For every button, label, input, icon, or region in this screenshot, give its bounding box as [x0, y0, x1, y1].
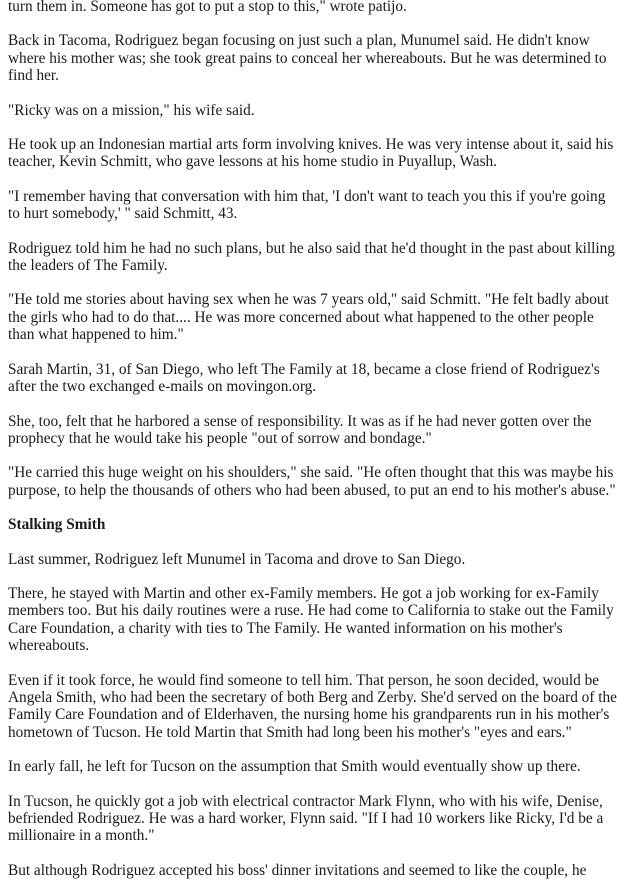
- text-line: where his mother was; she took great pains to conceal her whereabouts. But he was determined to: [8, 49, 607, 67]
- text-line: hometown of Tucson. He told Martin that Smith had long been his mother's "eyes and ears.": [8, 723, 572, 741]
- body-text-after-heading: [8, 550, 617, 879]
- text-line: "He told me stories about having sex when he was 7 years old," said Schmitt. "He felt badly about: [8, 291, 609, 309]
- section-paragraph: [8, 758, 596, 775]
- body-paragraph: [8, 239, 615, 275]
- body-paragraph: [8, 413, 596, 448]
- body-paragraph: [8, 360, 600, 396]
- text-line: purpose, to help the thousands of others who had been abused, to put an end to his mother's abuse.": [8, 481, 616, 499]
- text-line: "Ricky was on a mission," his wife said.: [8, 101, 255, 119]
- text-line: the leaders of The Family.: [8, 257, 168, 275]
- section-heading: Stalking Smith: [8, 516, 106, 534]
- text-line: prophecy that he would take his people "out of sorrow and bondage.": [8, 429, 432, 447]
- text-line: whereabouts.: [8, 637, 90, 655]
- text-line: She, too, felt that he harbored a sense of responsibility. It was as if he had never gotten over the: [8, 412, 592, 430]
- text-line: Last summer, Rodriguez left Munumel in Tacoma and drove to San Diego.: [8, 550, 466, 568]
- body-paragraph: [8, 32, 607, 85]
- section-paragraph: [8, 671, 617, 742]
- section-paragraph: [8, 862, 596, 879]
- document-page: [8, 0, 617, 879]
- text-line: Rodriguez told him he had no such plans, but he also said that he'd thought in the past about killing: [8, 239, 615, 257]
- body-paragraph: [8, 102, 596, 119]
- section-paragraph: [8, 551, 596, 568]
- body-paragraph: [8, 187, 606, 223]
- text-line: Back in Tacoma, Rodriguez began focusing on just such a plan, Munumel said. He didn't know: [8, 32, 590, 50]
- text-line: He took up an Indonesian martial arts form involving knives. He was very intense about it, said his: [8, 136, 614, 154]
- text-line: than what happened to him.": [8, 326, 184, 344]
- text-line: find her.: [8, 67, 59, 85]
- text-line: Even if it took force, he would find someone to tell him. That person, he soon decided, would be: [8, 671, 600, 689]
- text-line: millionaire in a month.": [8, 827, 155, 845]
- text-line: Angela Smith, who had been the secretary of both Berg and Zerby. She'd served on the board of the: [8, 688, 617, 706]
- text-line: after the two exchanged e-mails on movingon.org.: [8, 378, 317, 396]
- body-paragraph: [8, 136, 614, 171]
- text-line: to hurt somebody,' " said Schmitt, 43.: [8, 205, 238, 223]
- body-paragraph: [8, 0, 596, 15]
- text-line: Care Foundation, a charity with ties to The Family. He wanted information on his mother's: [8, 619, 563, 637]
- text-line: turn them in. Someone has got to put a stop to this," wrote patijo.: [8, 0, 407, 15]
- section-paragraph: [8, 792, 604, 845]
- text-line: There, he stayed with Martin and other ex-Family members. He got a job working for ex-Family: [8, 584, 599, 602]
- text-line: the girls who had to do that.... He was more concerned about what happened to the other people: [8, 308, 594, 326]
- text-line: Family Care Foundation and of Elderhaven, the nursing home his grandparents run in his mother's: [8, 706, 610, 724]
- text-line: But although Rodriguez accepted his boss' dinner invitations and seemed to like the couple, he: [8, 861, 587, 879]
- section-paragraph: [8, 584, 614, 655]
- body-paragraph: [8, 464, 616, 499]
- text-line: members too. But his daily routines were a ruse. He had come to California to stake out the Family: [8, 602, 614, 620]
- text-line: befriended Rodriguez. He was a hard worker, Flynn said. "If I had 10 workers like Ricky, I'd be a: [8, 810, 604, 827]
- text-line: Sarah Martin, 31, of San Diego, who left The Family at 18, became a close friend of Rodriguez's: [8, 360, 600, 378]
- body-paragraph: [8, 291, 609, 344]
- text-line: In early fall, he left for Tucson on the assumption that Smith would eventually show up there.: [8, 758, 581, 776]
- text-line: teacher, Kevin Schmitt, who gave lessons at his home studio in Puyallup, Wash.: [8, 153, 498, 171]
- text-line: In Tucson, he quickly got a job with electrical contractor Mark Flynn, who with his wife, Denise,: [8, 792, 603, 810]
- text-line: "I remember having that conversation with him that, 'I don't want to teach you this if you're going: [8, 187, 606, 205]
- text-line: "He carried this huge weight on his shoulders," she said. "He often thought that this was maybe his: [8, 464, 614, 482]
- body-text-before-heading: [8, 0, 616, 499]
